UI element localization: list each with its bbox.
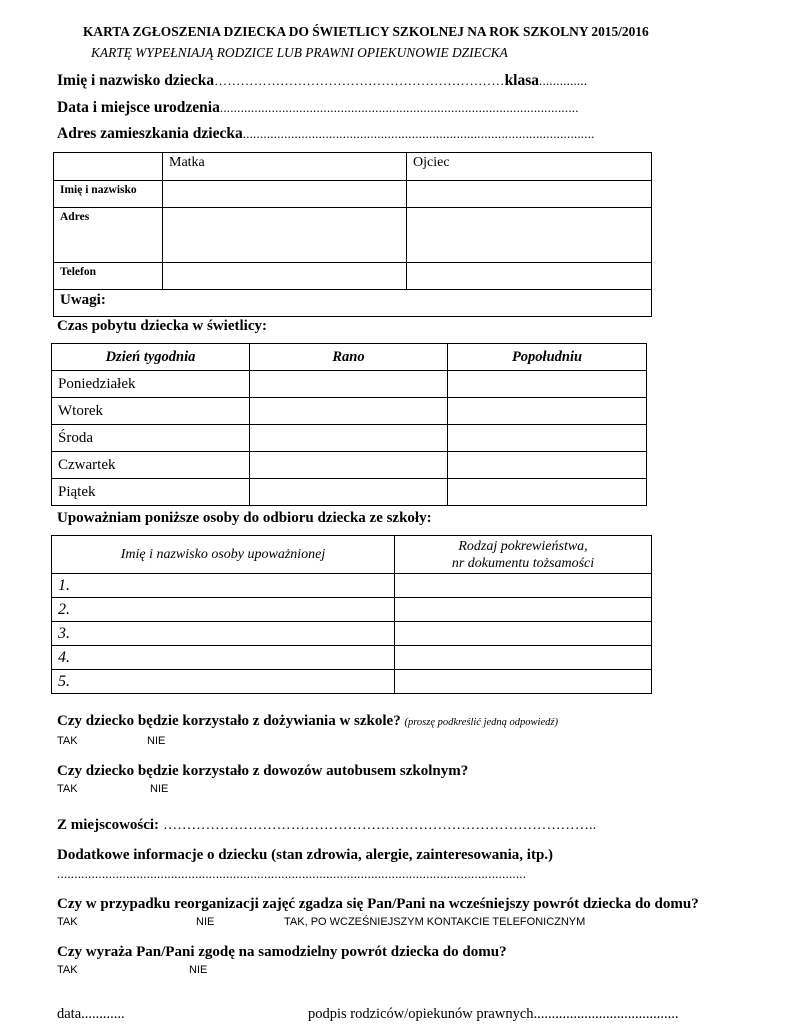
col-relation-line2: nr dokumentu tożsamości <box>451 555 595 571</box>
parents-table <box>53 152 652 317</box>
morning-cell[interactable] <box>250 452 448 479</box>
form-title: KARTA ZGŁOSZENIA DZIECKA DO ŚWIETLICY SZKOLNEJ NA ROK SZKOLNY 2015/2016 <box>83 24 649 39</box>
day-label: Piątek <box>52 479 250 506</box>
child-name-label: Imię i nazwisko dziecka <box>57 72 215 89</box>
notes-cell[interactable]: Uwagi: <box>54 290 652 317</box>
form-subtitle: KARTĘ WYPEŁNIAJĄ RODZICE LUB PRAWNI OPIEKUNOWIE DZIECKA <box>91 45 508 60</box>
mother-name-cell[interactable] <box>163 181 407 208</box>
row-phone-label: Telefon <box>54 263 163 290</box>
mother-phone-cell[interactable] <box>163 263 407 290</box>
bus-question: Czy dziecko będzie korzystało z dowozów autobusem szkolnym? <box>57 763 469 779</box>
father-phone-cell[interactable] <box>407 263 652 290</box>
signature-line <box>308 1006 679 1023</box>
date-field[interactable]: ............ <box>81 1006 125 1022</box>
child-name-field[interactable]: ………………………………………………………… <box>214 73 505 88</box>
birth-label: Data i miejsce urodzenia <box>57 99 220 116</box>
reorg-yes-option[interactable]: TAK <box>57 916 78 928</box>
parents-table-corner <box>54 153 163 181</box>
address-field[interactable]: ...................................................................................................... <box>242 126 595 141</box>
meals-hint: (proszę podkreślić jedną odpowiedź) <box>404 717 558 728</box>
mother-address-cell[interactable] <box>163 208 407 263</box>
morning-cell[interactable] <box>250 479 448 506</box>
relation-cell[interactable] <box>395 622 652 646</box>
meals-no-option[interactable]: NIE <box>147 735 166 747</box>
self-return-yes-option[interactable]: TAK <box>57 964 78 976</box>
bus-yes-option[interactable]: TAK <box>57 783 78 795</box>
date-line <box>57 1006 125 1023</box>
person-row-number[interactable]: 2. <box>52 598 395 622</box>
extra-info-question: Dodatkowe informacje o dziecku (stan zdrowia, alergie, zainteresowania, itp.) <box>57 847 554 863</box>
relation-cell[interactable] <box>395 670 652 694</box>
afternoon-cell[interactable] <box>448 398 647 425</box>
father-name-cell[interactable] <box>407 181 652 208</box>
row-name-label: Imię i nazwisko <box>54 181 163 208</box>
day-label: Czwartek <box>52 452 250 479</box>
morning-cell[interactable] <box>250 371 448 398</box>
reorg-no-option[interactable]: NIE <box>196 916 215 928</box>
day-label: Poniedziałek <box>52 371 250 398</box>
person-row-number[interactable]: 1. <box>52 574 395 598</box>
birth-line <box>57 99 579 117</box>
child-name-line <box>57 72 587 90</box>
person-row-number[interactable]: 3. <box>52 622 395 646</box>
afternoon-cell[interactable] <box>448 479 647 506</box>
row-address-label: Adres <box>54 208 163 263</box>
relation-cell[interactable] <box>395 646 652 670</box>
signature-label: podpis rodziców/opiekunów prawnych <box>308 1006 534 1022</box>
day-label: Wtorek <box>52 398 250 425</box>
afternoon-cell[interactable] <box>448 425 647 452</box>
self-return-question: Czy wyraża Pan/Pani zgodę na samodzielny powrót dziecka do domu? <box>57 944 507 960</box>
col-day: Dzień tygodnia <box>52 344 250 371</box>
town-line <box>57 816 596 834</box>
class-field[interactable]: .............. <box>539 73 588 88</box>
stay-heading: Czas pobytu dziecka w świetlicy: <box>57 318 267 334</box>
col-morning: Rano <box>250 344 448 371</box>
col-mother: Matka <box>163 153 407 181</box>
meals-yes-option[interactable]: TAK <box>57 735 78 747</box>
class-label: klasa <box>504 72 540 89</box>
col-relation <box>395 536 652 574</box>
col-person-name: Imię i nazwisko osoby upoważnionej <box>52 536 395 574</box>
date-label: data <box>57 1006 82 1022</box>
reorg-question: Czy w przypadku reorganizacji zajęć zgadza się Pan/Pani na wcześniejszy powrót dziecka do domu? <box>57 896 699 912</box>
afternoon-cell[interactable] <box>448 452 647 479</box>
relation-cell[interactable] <box>395 598 652 622</box>
authorized-heading: Upoważniam poniższe osoby do odbioru dziecka ze szkoły: <box>57 510 432 526</box>
relation-cell[interactable] <box>395 574 652 598</box>
day-label: Środa <box>52 425 250 452</box>
town-label: Z miejscowości: <box>57 817 160 833</box>
person-row-number[interactable]: 5. <box>52 670 395 694</box>
col-relation-line1: Rodzaj pokrewieństwa, <box>458 538 588 554</box>
birth-field[interactable]: ........................................................................................................ <box>219 100 579 115</box>
morning-cell[interactable] <box>250 398 448 425</box>
person-row-number[interactable]: 4. <box>52 646 395 670</box>
stay-table <box>51 343 647 506</box>
authorized-table <box>51 535 652 694</box>
address-label: Adres zamieszkania dziecka <box>57 125 243 142</box>
father-address-cell[interactable] <box>407 208 652 263</box>
meals-question <box>57 713 558 730</box>
town-field[interactable]: ……………………………………………………………………………….. <box>163 818 597 833</box>
afternoon-cell[interactable] <box>448 371 647 398</box>
self-return-no-option[interactable]: NIE <box>189 964 208 976</box>
reorg-conditional-option[interactable]: TAK, PO WCZEŚNIEJSZYM KONTAKCIE TELEFONICZNYM <box>284 916 586 928</box>
meals-question-text: Czy dziecko będzie korzystało z dożywiania w szkole? <box>57 713 401 729</box>
col-afternoon: Popołudniu <box>448 344 647 371</box>
bus-no-option[interactable]: NIE <box>150 783 169 795</box>
signature-field[interactable]: ........................................ <box>533 1006 679 1022</box>
morning-cell[interactable] <box>250 425 448 452</box>
address-line <box>57 125 595 143</box>
col-father: Ojciec <box>407 153 652 181</box>
extra-info-field[interactable]: ........................................................................................................................................ <box>57 866 527 881</box>
